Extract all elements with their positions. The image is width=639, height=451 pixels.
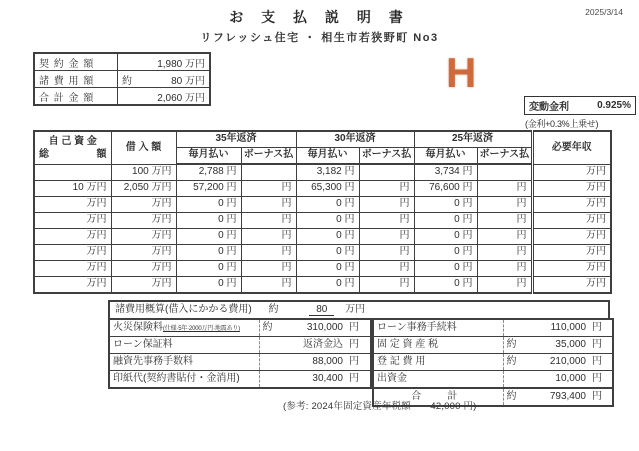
cost-approx: [259, 354, 284, 371]
cell-required-income: 万円: [532, 277, 611, 294]
cell-monthly-35: 0 円: [176, 213, 241, 229]
col-monthly-35: 毎月払い: [176, 148, 241, 165]
cell-monthly-30: 0 円: [296, 245, 359, 261]
contract-summary-table: [33, 52, 211, 106]
cost-approx: [503, 319, 531, 337]
cost-breakdown-total-value: 80: [309, 304, 334, 316]
cost-unit: 円: [346, 337, 371, 354]
cell-bonus-25: 円: [477, 277, 532, 294]
cell-bonus-30: [359, 164, 414, 181]
cell-bonus-35: 円: [241, 229, 296, 245]
document-date: 2025/3/14: [585, 7, 623, 17]
cell-bonus-25: 円: [477, 261, 532, 277]
cell-bonus-25: 円: [477, 229, 532, 245]
cost-unit: 円: [346, 319, 371, 337]
loan-table-row: [34, 181, 611, 197]
cell-monthly-25: 3,734 円: [414, 164, 477, 181]
cost-value: 110,000: [531, 319, 589, 337]
cost-approx: [259, 337, 284, 354]
cost-breakdown-title: 諸費用概算(借入にかかる費用): [115, 304, 252, 315]
loan-table-row: [34, 261, 611, 277]
cost-breakdown-approx: 約: [268, 304, 279, 315]
cell-monthly-35: 0 円: [176, 197, 241, 213]
col-group-30yr: 30年返済: [296, 131, 414, 148]
col-loan-amount: 借 入 額: [111, 131, 176, 164]
cost-value: 10,000: [531, 371, 589, 389]
cell-self-fund: 万円: [34, 245, 111, 261]
summary-row: [34, 53, 210, 71]
loan-table-row: [34, 277, 611, 294]
cell-monthly-25: 0 円: [414, 245, 477, 261]
page-title: お 支 払 説 明 書: [229, 9, 410, 25]
cell-bonus-30: 円: [359, 245, 414, 261]
summary-value: 80 万円: [171, 75, 205, 87]
cost-label-text: ローン保証料: [113, 339, 173, 350]
col-self-fund-line2: [37, 148, 109, 161]
summary-label: 合 計 金 額: [34, 88, 118, 106]
cell-bonus-25: 円: [477, 197, 532, 213]
col-monthly-25: 毎月払い: [414, 148, 477, 165]
cost-row: [109, 319, 371, 337]
col-self-fund-line2-left: 総: [39, 148, 49, 160]
col-bonus-30: ボーナス払: [359, 148, 414, 165]
cost-approx: 約: [503, 354, 531, 371]
cell-monthly-25: 0 円: [414, 197, 477, 213]
cell-monthly-30: 0 円: [296, 277, 359, 294]
cell-loan-amount: 万円: [111, 229, 176, 245]
col-self-fund-line1: 自 己 資 金: [48, 135, 97, 147]
cost-value: 35,000: [531, 337, 589, 354]
cell-bonus-30: 円: [359, 277, 414, 294]
cell-bonus-25: [477, 164, 532, 181]
variable-rate-block: [524, 96, 636, 130]
cost-label-text: 火災保険料: [113, 322, 163, 333]
cell-required-income: 万円: [532, 261, 611, 277]
cell-bonus-30: 円: [359, 213, 414, 229]
col-required-income: 必要年収: [532, 131, 611, 164]
summary-value: 1,980 万円: [157, 58, 205, 70]
cost-row: [109, 371, 371, 389]
cell-bonus-30: 円: [359, 261, 414, 277]
summary-label: 諸 費 用 額: [34, 71, 118, 88]
cost-label-text: 融資先事務手数料: [113, 356, 193, 367]
cost-value: 310,000: [284, 319, 346, 337]
loan-repayment-table: [33, 130, 612, 294]
cost-value: 210,000: [531, 354, 589, 371]
variable-rate-label: 変動金利: [529, 102, 569, 113]
summary-value-cell: [118, 71, 211, 88]
col-self-fund: [34, 131, 111, 164]
cell-monthly-25: 76,600 円: [414, 181, 477, 197]
cell-monthly-30: 65,300 円: [296, 181, 359, 197]
cost-label: 登 記 費 用: [373, 354, 503, 371]
cost-value: 返済金込: [284, 337, 346, 354]
cost-label: 固 定 資 産 税: [373, 337, 503, 354]
variable-rate-box: [524, 96, 636, 115]
cell-bonus-35: 円: [241, 181, 296, 197]
loan-table-row: [34, 164, 611, 181]
cell-required-income: 万円: [532, 164, 611, 181]
col-bonus-35: ボーナス払: [241, 148, 296, 165]
summary-row: [34, 88, 210, 106]
cell-required-income: 万円: [532, 181, 611, 197]
cell-bonus-35: 円: [241, 277, 296, 294]
cost-value: 30,400: [284, 371, 346, 389]
cost-breakdown-body: [108, 318, 610, 407]
cost-label: [109, 354, 259, 371]
cell-loan-amount: 2,050 万円: [111, 181, 176, 197]
cost-label: ローン事務手続料: [373, 319, 503, 337]
col-self-fund-line2-right: 額: [96, 148, 107, 160]
cell-self-fund: 万円: [34, 261, 111, 277]
cell-monthly-35: 0 円: [176, 229, 241, 245]
cost-unit: 円: [589, 371, 613, 389]
cost-label: [109, 319, 259, 337]
cost-approx: [259, 371, 284, 389]
cell-loan-amount: 万円: [111, 197, 176, 213]
cost-label: [109, 337, 259, 354]
col-monthly-30: 毎月払い: [296, 148, 359, 165]
cell-self-fund: 万円: [34, 229, 111, 245]
cell-monthly-35: 57,200 円: [176, 181, 241, 197]
summary-row: [34, 71, 210, 88]
loan-table-row: [34, 197, 611, 213]
cell-bonus-30: 円: [359, 229, 414, 245]
cost-table-left: [108, 318, 372, 389]
loan-table-row: [34, 245, 611, 261]
cell-monthly-30: 0 円: [296, 261, 359, 277]
cell-bonus-35: 円: [241, 261, 296, 277]
cost-row: [373, 337, 613, 354]
cell-required-income: 万円: [532, 229, 611, 245]
cost-approx: 約: [503, 337, 531, 354]
loan-table-row: [34, 229, 611, 245]
cost-row: [373, 354, 613, 371]
summary-value-cell: [118, 88, 211, 106]
cell-monthly-25: 0 円: [414, 213, 477, 229]
cell-monthly-35: 0 円: [176, 261, 241, 277]
summary-label: 契 約 金 額: [34, 53, 118, 71]
variable-rate-note: (金利+0.3%上乗せ): [525, 119, 599, 129]
cost-row: [109, 354, 371, 371]
cost-row: [109, 337, 371, 354]
cell-bonus-30: 円: [359, 181, 414, 197]
cell-self-fund: 10 万円: [34, 181, 111, 197]
variable-rate-value: 0.925%: [597, 100, 631, 111]
cell-bonus-25: 円: [477, 213, 532, 229]
cell-monthly-35: 0 円: [176, 277, 241, 294]
summary-approx: 約: [122, 75, 132, 87]
cost-unit: 円: [589, 354, 613, 371]
cell-loan-amount: 100 万円: [111, 164, 176, 181]
cell-monthly-25: 0 円: [414, 277, 477, 294]
cost-label: [109, 371, 259, 389]
cell-loan-amount: 万円: [111, 277, 176, 294]
cost-label: 出資金: [373, 371, 503, 389]
cell-self-fund: 万円: [34, 213, 111, 229]
loan-table-row: [34, 213, 611, 229]
cell-monthly-35: 0 円: [176, 245, 241, 261]
cost-breakdown-title-row: [108, 300, 610, 320]
cell-loan-amount: 万円: [111, 245, 176, 261]
cell-bonus-35: 円: [241, 197, 296, 213]
cost-row: [373, 319, 613, 337]
cell-bonus-25: 円: [477, 181, 532, 197]
cell-monthly-25: 0 円: [414, 261, 477, 277]
cost-value: 88,000: [284, 354, 346, 371]
tax-reference-footnote: (参考: 2024年固定資産年税額 42,000 円): [283, 401, 477, 412]
cost-breakdown-unit: 万円: [345, 304, 366, 315]
cost-total-approx: 約: [503, 388, 531, 406]
cell-monthly-30: 0 円: [296, 213, 359, 229]
summary-value-cell: [118, 53, 211, 71]
property-subtitle: リフレッシュ住宅 ・ 相生市若狭野町 No3: [200, 32, 439, 44]
cell-bonus-35: [241, 164, 296, 181]
cell-monthly-25: 0 円: [414, 229, 477, 245]
cost-label-small-note: (仕様·5年·2000万円·地震あり): [163, 326, 240, 332]
cost-total-value: 793,400: [531, 388, 589, 406]
cell-self-fund: 万円: [34, 197, 111, 213]
col-bonus-25: ボーナス払: [477, 148, 532, 165]
cell-self-fund: 万円: [34, 277, 111, 294]
cost-unit: 円: [346, 354, 371, 371]
cell-bonus-35: 円: [241, 213, 296, 229]
cell-monthly-35: 2,788 円: [176, 164, 241, 181]
cell-monthly-30: 3,182 円: [296, 164, 359, 181]
cost-approx: 約: [259, 319, 284, 337]
cost-total-label: 合 計: [373, 388, 503, 406]
loan-table-group-header-row: [34, 131, 611, 148]
cost-approx: [503, 371, 531, 389]
cost-breakdown-section: [108, 300, 610, 407]
cost-label-text: 印紙代(契約書貼付・金消用): [113, 373, 240, 384]
cost-row: [373, 371, 613, 389]
cell-loan-amount: 万円: [111, 261, 176, 277]
cell-bonus-35: 円: [241, 245, 296, 261]
cell-required-income: 万円: [532, 197, 611, 213]
col-group-25yr: 25年返済: [414, 131, 532, 148]
cell-required-income: 万円: [532, 245, 611, 261]
cell-monthly-30: 0 円: [296, 197, 359, 213]
cost-unit: 円: [589, 337, 613, 354]
cell-self-fund: [34, 164, 111, 181]
cost-unit: 円: [346, 371, 371, 389]
cell-loan-amount: 万円: [111, 213, 176, 229]
cell-monthly-30: 0 円: [296, 229, 359, 245]
cell-bonus-30: 円: [359, 197, 414, 213]
cell-bonus-25: 円: [477, 245, 532, 261]
cost-total-unit: 円: [589, 388, 613, 406]
col-group-35yr: 35年返済: [176, 131, 296, 148]
summary-value: 2,060 万円: [157, 92, 205, 104]
cell-required-income: 万円: [532, 213, 611, 229]
cost-table-right: [372, 318, 614, 407]
cost-unit: 円: [589, 319, 613, 337]
orange-h-mark: H: [446, 49, 477, 96]
